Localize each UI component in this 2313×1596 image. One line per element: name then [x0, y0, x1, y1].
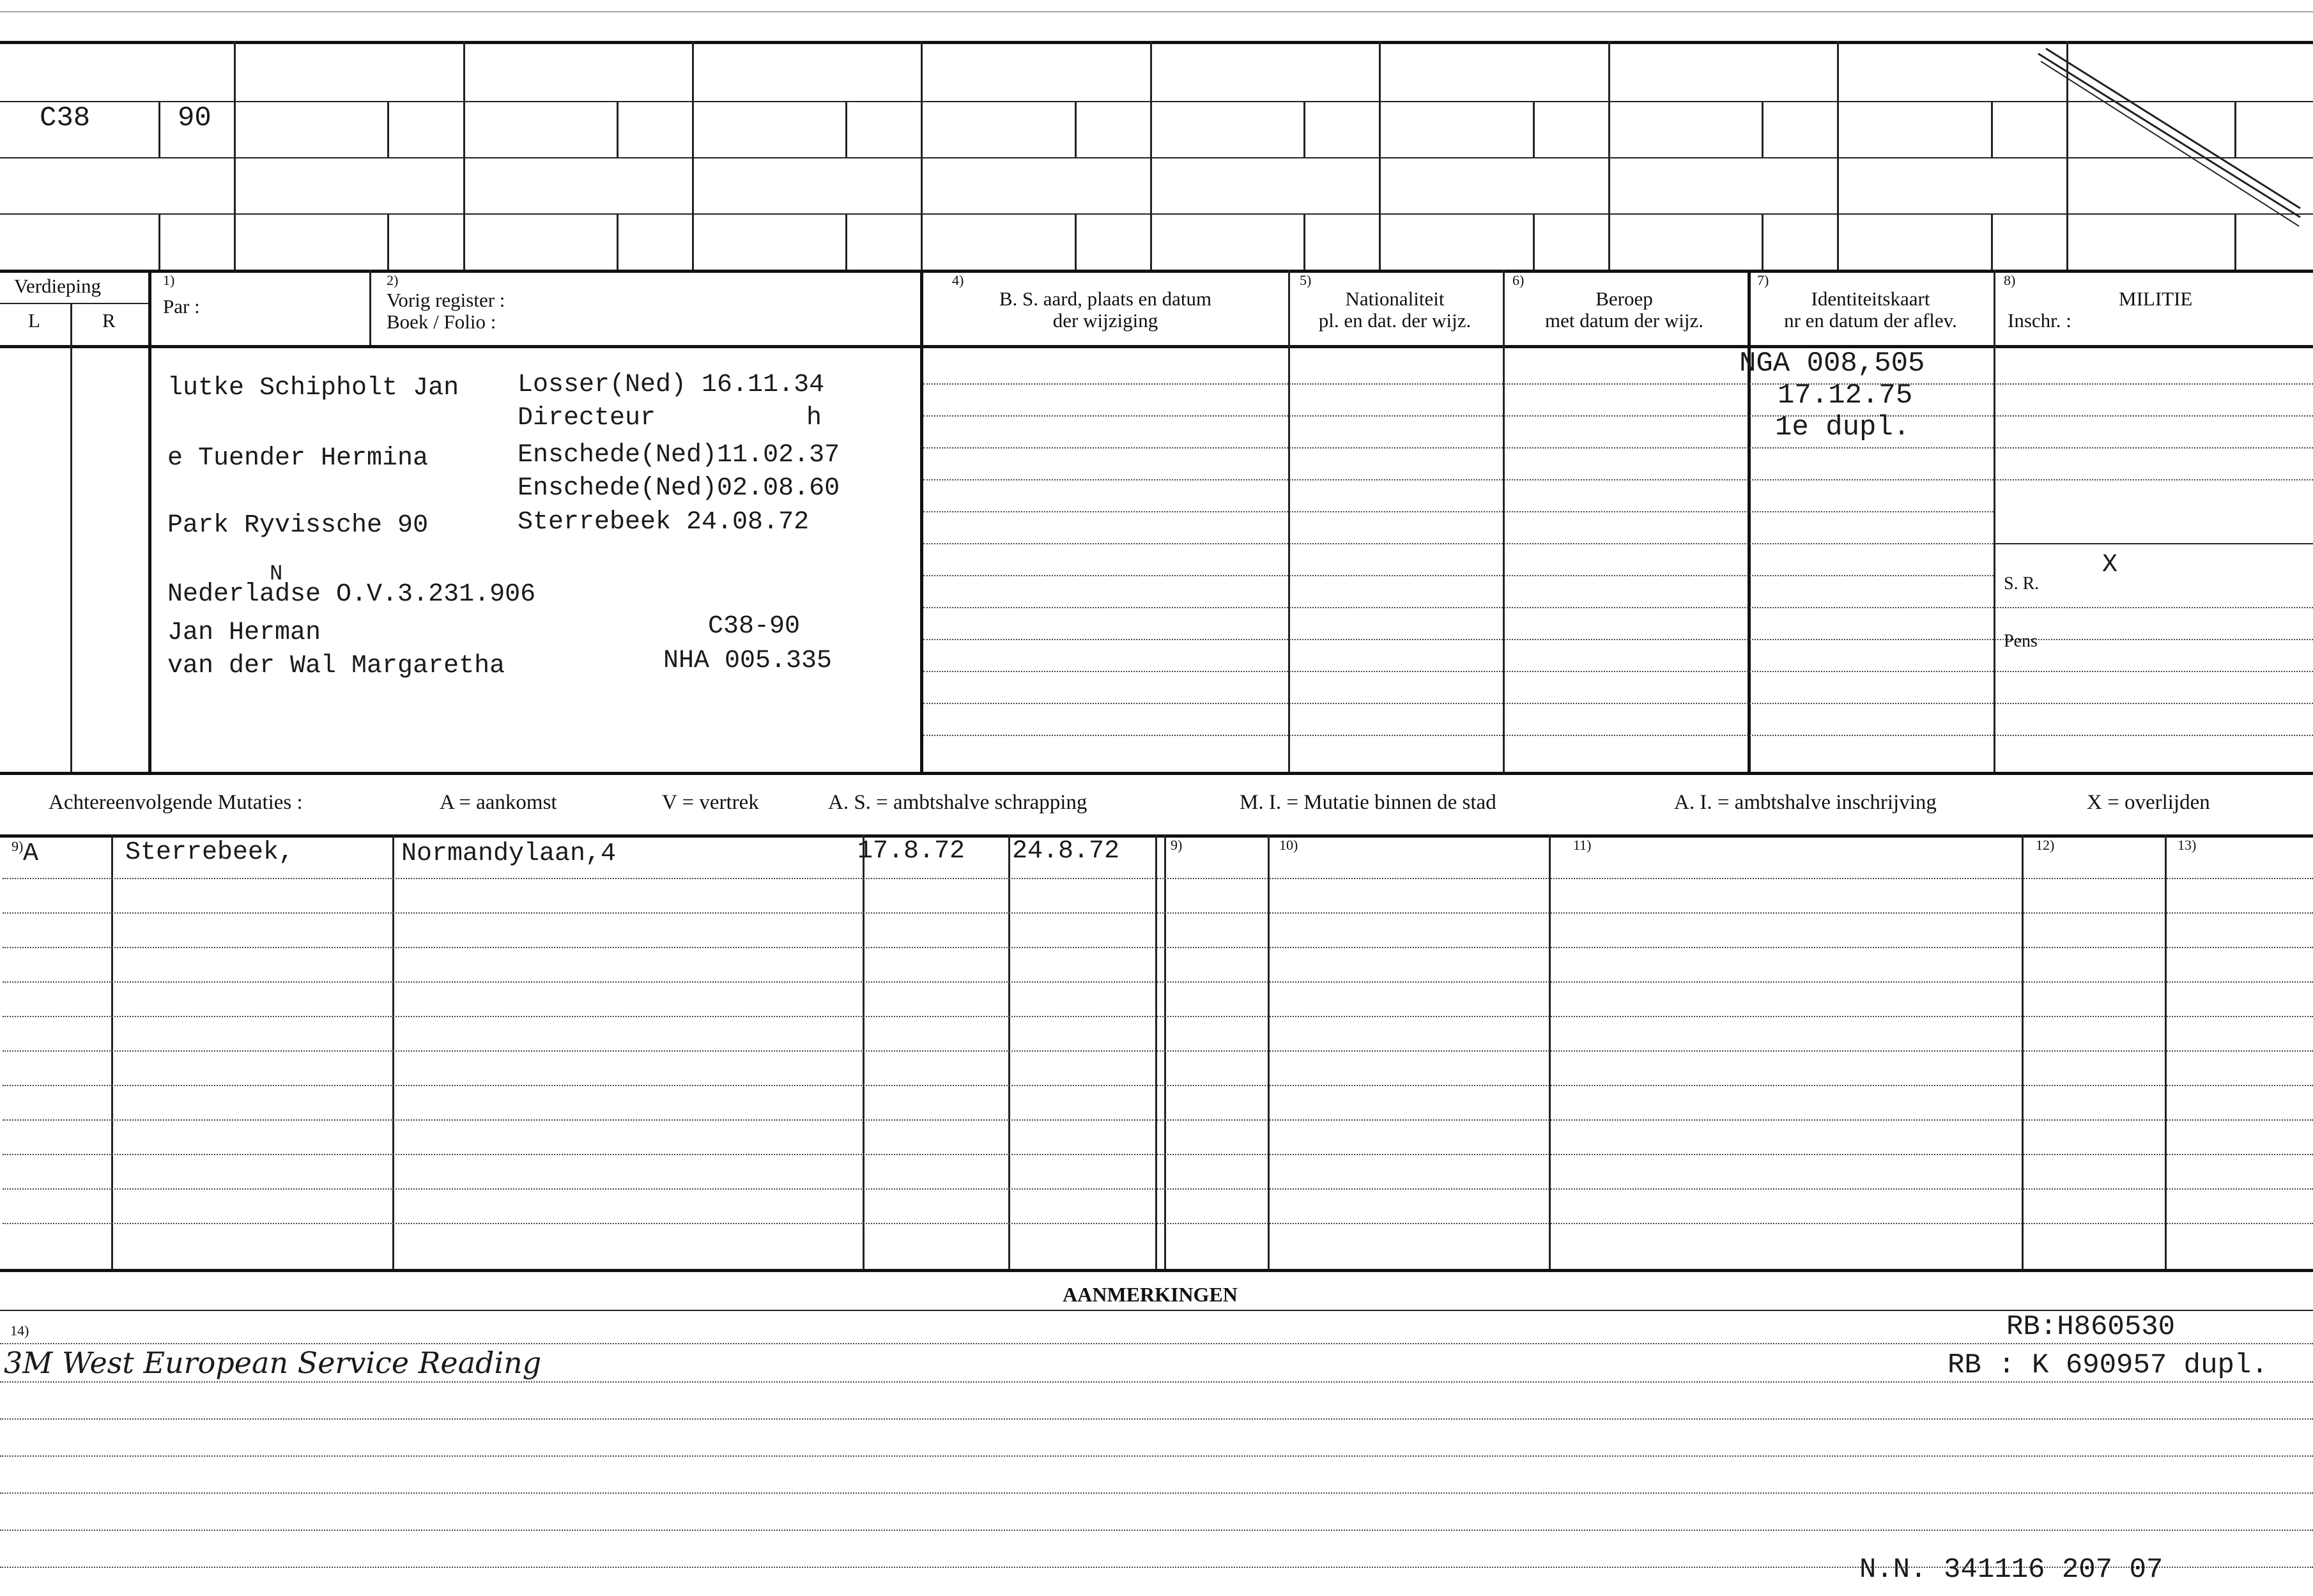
register-code: C38	[40, 102, 91, 134]
mutation-col13-num: 13)	[2178, 837, 2197, 853]
mutation-col-line	[1008, 834, 1010, 1269]
verdieping-l: L	[28, 309, 40, 332]
ruled-line	[3, 1223, 2313, 1224]
ruled-line	[923, 671, 2313, 672]
identity-card-number: NGA 008,505	[1739, 348, 1925, 380]
ruled-line	[0, 1455, 2313, 1457]
remarks-top-line	[0, 1310, 2313, 1311]
top-grid-col-line	[463, 41, 465, 270]
legend-intra-city: M. I. = Mutatie binnen de stad	[1240, 791, 1496, 814]
legend-registration: A. I. = ambtshalve inschrijving	[1674, 791, 1937, 814]
ruled-line	[923, 607, 2313, 608]
mutation-col-line	[392, 834, 394, 1269]
ruled-line	[0, 1418, 2313, 1420]
person-other: van der Wal Margaretha	[167, 652, 505, 680]
top-grid-col-line	[1150, 41, 1152, 270]
identity-card-date: 17.12.75	[1778, 380, 1913, 411]
remarks-rb-2: RB : K 690957 dupl.	[1948, 1349, 2268, 1381]
person-left-border	[148, 270, 151, 774]
top-grid-subdivider	[1303, 101, 1305, 157]
verdieping-divider	[0, 303, 148, 304]
mutation-col10-num: 10)	[1279, 837, 1298, 853]
person-bottom-border	[0, 772, 2313, 775]
top-grid-bottom-border	[0, 270, 2313, 273]
mutation-col12-num: 12)	[2036, 837, 2055, 853]
remarks-handwritten: 3M West European Service Reading	[4, 1346, 542, 1380]
top-grid-subdivider	[845, 213, 847, 270]
top-grid-subdivider	[1075, 101, 1077, 157]
col7-left-border	[1748, 270, 1751, 774]
col2-line2: Boek / Folio :	[387, 311, 496, 333]
strike-through-lines	[2032, 45, 2313, 236]
person-marriage: Enschede(Ned)02.08.60	[518, 474, 840, 503]
ruled-line	[3, 1050, 2313, 1052]
col7-line2: nr en datum der aflev.	[1784, 309, 1957, 332]
legend-struck: A. S. = ambtshalve schrapping	[828, 791, 1087, 814]
col4-line2: der wijziging	[1052, 309, 1158, 332]
ruled-line	[0, 1343, 2313, 1344]
verdieping-label: Verdieping	[14, 275, 102, 297]
person-child: Jan Herman	[167, 618, 321, 647]
top-grid-col-line	[692, 41, 694, 270]
mutations-title: Achtereenvolgende Mutaties :	[49, 791, 303, 814]
top-grid-col-line	[1608, 41, 1610, 270]
col2-line1: Vorig register :	[387, 289, 505, 311]
mutation-col-line	[1164, 834, 1166, 1269]
person-occupation: Directeur	[518, 404, 656, 433]
ruled-line	[3, 912, 2313, 914]
mutation-date-1: 17.8.72	[857, 837, 965, 866]
identity-card-note: 1e dupl.	[1775, 411, 1910, 443]
col6-num: 6)	[1512, 272, 1525, 288]
col6-line1: Beroep	[1595, 288, 1653, 310]
mutation-col-line	[2165, 834, 2167, 1269]
col4-left-border	[920, 270, 923, 774]
ruled-line	[923, 479, 2313, 480]
col8-line2: Inschr. :	[2008, 309, 2071, 332]
verdieping-lr-divider	[70, 303, 72, 774]
person-occupation-mark: h	[806, 404, 822, 433]
top-grid-col-line	[1379, 41, 1381, 270]
col4-num: 4)	[952, 272, 964, 288]
mutation-col-line	[863, 834, 864, 1269]
top-grid-subdivider	[1533, 101, 1535, 157]
remarks-national-number: N.N. 341116 207 07	[1859, 1554, 2163, 1586]
ruled-line	[3, 1188, 2313, 1190]
legend-death: X = overlijden	[2087, 791, 2210, 814]
remarks-rb-1: RB:H860530	[2006, 1311, 2176, 1343]
top-grid-row-line	[0, 213, 2313, 215]
col7-num: 7)	[1757, 272, 1769, 288]
mutation-type: A	[23, 840, 39, 868]
person-head-name: lutke Schipholt Jan	[167, 374, 459, 403]
mutation-date-2: 24.8.72	[1012, 837, 1120, 866]
col6-line2: met datum der wijz.	[1545, 309, 1703, 332]
person-other-ref: NHA 005.335	[663, 647, 833, 675]
militia-sr-value: X	[2102, 551, 2118, 579]
top-grid-subdivider	[387, 101, 389, 157]
mutation-col-line	[1155, 834, 1157, 1269]
militia-pens-label: Pens	[2004, 631, 2038, 651]
ruled-line	[3, 1085, 2313, 1086]
mutation-col11-num: 11)	[1573, 837, 1592, 853]
col6-left-border	[1503, 270, 1505, 774]
col8-num: 8)	[2004, 272, 2016, 288]
mutation-street: Normandylaan,4	[401, 840, 617, 868]
col4-line1: B. S. aard, plaats en datum	[999, 288, 1212, 310]
top-grid-top-border	[0, 41, 2313, 44]
ruled-line	[0, 1530, 2313, 1531]
top-grid-row-line	[0, 101, 2313, 102]
col1-num: 1)	[163, 272, 175, 288]
ruled-line	[0, 1492, 2313, 1494]
ruled-line	[923, 415, 2313, 417]
top-grid-subdivider	[1533, 213, 1535, 270]
verdieping-r: R	[102, 309, 116, 332]
ruled-line	[923, 383, 2313, 385]
person-nationality-mark: N	[270, 562, 283, 587]
mutation-col-line	[111, 834, 113, 1269]
mutation-col9b-num: 9)	[1171, 837, 1183, 853]
militia-sr-label: S. R.	[2004, 574, 2040, 594]
ruled-line	[923, 511, 1994, 512]
remarks-title: AANMERKINGEN	[1063, 1283, 1238, 1306]
person-nationality: Nederladse O.V.3.231.906	[167, 580, 536, 609]
legend-departure: V = vertrek	[662, 791, 759, 814]
mutation-city: Sterrebeek,	[125, 838, 295, 867]
register-number: 90	[178, 102, 211, 134]
ruled-line	[3, 981, 2313, 983]
top-grid-subdivider	[158, 213, 160, 270]
top-grid-subdivider	[1762, 213, 1764, 270]
legend-arrival: A = aankomst	[440, 791, 557, 814]
top-grid-subdivider	[617, 213, 619, 270]
mutations-bottom-border	[0, 1269, 2313, 1272]
header-bottom-border	[0, 345, 2313, 348]
top-grid-col-line	[921, 41, 923, 270]
top-grid-col-line	[234, 41, 236, 270]
ruled-line	[0, 1381, 2313, 1383]
register-divider	[158, 101, 160, 157]
ruled-line	[923, 735, 2313, 736]
person-arrival: Sterrebeek 24.08.72	[518, 508, 810, 537]
ruled-line	[3, 1016, 2313, 1017]
top-grid-subdivider	[1762, 101, 1764, 157]
top-grid-subdivider	[1991, 101, 1993, 157]
ruled-line	[923, 447, 2313, 449]
top-grid-subdivider	[387, 213, 389, 270]
ruled-line	[923, 543, 1994, 544]
col5-left-border	[1288, 270, 1290, 774]
ruled-line	[3, 947, 2313, 948]
top-grid-subdivider	[1303, 213, 1305, 270]
mutation-col-line	[1268, 834, 1270, 1269]
col8-line1: MILITIE	[2119, 288, 2193, 310]
person-child-ref: C38-90	[708, 612, 801, 641]
ruled-line	[923, 575, 1994, 576]
ruled-line	[923, 639, 2313, 640]
top-grid-subdivider	[617, 101, 619, 157]
col5-line2: pl. en dat. der wijz.	[1318, 309, 1472, 332]
mutation-col-line	[2022, 834, 2024, 1269]
top-grid-col-line	[1837, 41, 1839, 270]
top-grid-subdivider	[1075, 213, 1077, 270]
mutation-col-line	[1549, 834, 1551, 1269]
col8-left-border	[1994, 270, 1995, 774]
ruled-line	[923, 703, 2313, 704]
militia-divider	[1994, 543, 2313, 544]
top-grid-subdivider	[845, 101, 847, 157]
person-address: Park Ryvissche 90	[167, 511, 429, 540]
mutation-col9a-num: 9)	[12, 838, 24, 854]
col1-label: Par :	[163, 295, 200, 318]
col5-line1: Nationaliteit	[1345, 288, 1445, 310]
ruled-line	[3, 1154, 2313, 1155]
person-spouse-birth: Enschede(Ned)11.02.37	[518, 441, 840, 470]
top-grid-row-line	[0, 157, 2313, 158]
ruled-line	[3, 878, 2313, 879]
person-head-birth: Losser(Ned) 16.11.34	[518, 371, 825, 399]
ruled-line	[3, 1119, 2313, 1121]
col7-line1: Identiteitskaart	[1811, 288, 1930, 310]
top-grid-subdivider	[1991, 213, 1993, 270]
remarks-num: 14)	[10, 1323, 29, 1339]
col2-num: 2)	[387, 272, 399, 288]
person-spouse-name: e Tuender Hermina	[167, 444, 429, 473]
col1-col2-divider	[369, 270, 371, 345]
col5-num: 5)	[1300, 272, 1312, 288]
